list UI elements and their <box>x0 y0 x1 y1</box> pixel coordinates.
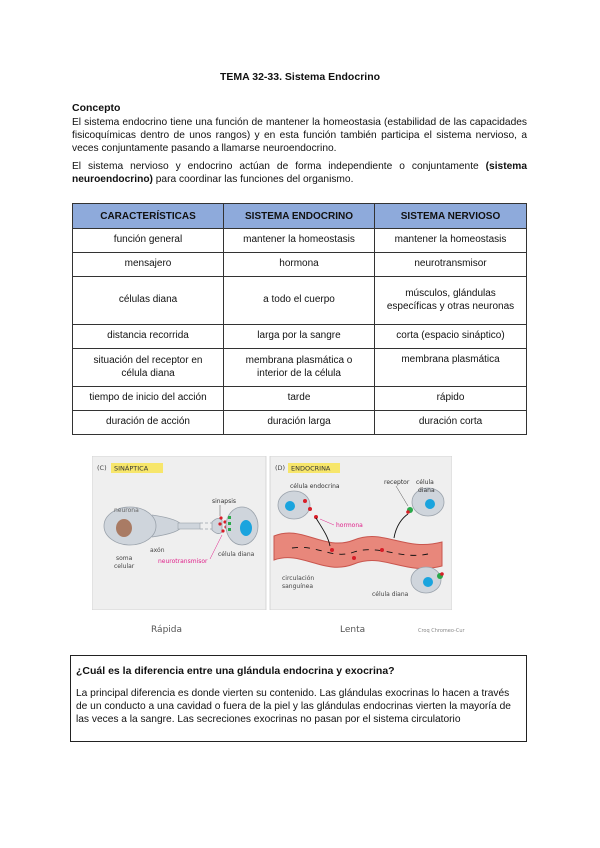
table-cell: duración corta <box>375 411 527 435</box>
table-row <box>73 325 527 349</box>
table-cell: células diana <box>73 277 224 325</box>
comparison-table <box>72 203 527 435</box>
label-celular: celular <box>114 563 135 570</box>
axon <box>178 523 200 529</box>
label-soma: soma <box>116 555 133 562</box>
neurotransmitter-dot <box>219 516 222 519</box>
synaptic-panel <box>92 456 266 610</box>
neurotransmitter-dot <box>218 522 221 525</box>
panel-label: ENDOCRINA <box>291 464 331 473</box>
table-cell: mantener la homeostasis <box>375 229 527 253</box>
hormone-dot <box>330 548 334 552</box>
neuron-nucleus <box>116 519 132 537</box>
label-celula: célula <box>416 479 434 486</box>
column-header: CARACTERÍSTICAS <box>73 204 224 229</box>
hormone-dot <box>380 548 384 552</box>
column-header: SISTEMA NERVIOSO <box>375 204 527 229</box>
label-axon: axón <box>150 547 165 554</box>
figure-credit: Croq Chromeo-Cur <box>418 628 465 634</box>
caption-lenta: Lenta <box>340 625 366 635</box>
label-receptor: receptor <box>384 479 410 486</box>
label-sanguinea: sanguínea <box>282 583 314 590</box>
table-cell: larga por la sangre <box>224 325 375 349</box>
table-cell: distancia recorrida <box>73 325 224 349</box>
table-row <box>73 229 527 253</box>
endocrine-panel <box>270 456 452 610</box>
hormone-dot <box>308 507 312 511</box>
question-answer: La principal diferencia es donde vierten su contenido. Las glándulas exocrinas lo hacen a través de un conducto a una cavidad o fuera de la piel y las glándulas endocrinas vierten la mayoría de las veces a la sangre. Las secreciones exocrinas no pasan por el sistema circulatorio <box>76 688 511 725</box>
table-cell: mensajero <box>73 253 224 277</box>
paragraph-2-text-b: para coordinar las funciones del organismo. <box>152 174 354 186</box>
panel-tag: (D) <box>275 464 286 472</box>
table-cell: membrana plasmática <box>375 349 527 387</box>
table-cell: neurotransmisor <box>375 253 527 277</box>
bound-hormone <box>440 572 444 576</box>
bound-hormone <box>406 510 410 514</box>
receptor <box>228 528 231 531</box>
paragraph-2-text-a: El sistema nervioso y endocrino actúan de forma independiente o conjuntamente <box>72 161 486 172</box>
table-cell: tarde <box>224 387 375 411</box>
page-title: TEMA 32-33. Sistema Endocrino <box>219 71 381 83</box>
table-cell: mantener la homeostasis <box>224 229 375 253</box>
table-cell: tiempo de inicio del acción <box>73 387 224 411</box>
label-diana: diana <box>418 487 435 494</box>
table-row <box>73 253 527 277</box>
table-cell: situación del receptor en célula diana <box>73 349 224 387</box>
receptor <box>228 522 231 525</box>
question-title: ¿Cuál es la diferencia entre una glándula endocrina y exocrina? <box>76 665 395 677</box>
table-cell: músculos, glándulas específicas y otras neuronas <box>375 277 527 325</box>
target-nucleus <box>240 520 252 536</box>
table-cell: duración larga <box>224 411 375 435</box>
table-row <box>73 349 527 387</box>
panel-label: SINÁPTICA <box>114 464 149 473</box>
target-nucleus <box>423 577 433 587</box>
label-hormona: hormona <box>336 522 363 529</box>
table-row <box>73 277 527 325</box>
table-row <box>73 411 527 435</box>
synaptic-terminal <box>212 518 222 533</box>
label-sinapsis: sinapsis <box>212 498 236 505</box>
question-box <box>70 655 527 742</box>
table-cell: función general <box>73 229 224 253</box>
label-neurotransmisor: neurotransmisor <box>158 558 208 565</box>
concept-paragraph-1: El sistema endocrino tiene una función de mantener la homeostasia (estabilidad de las capacidades fisicoquímicas dentro de unos rangos) y en esta función también participa el sistema nervioso, a veces conjuntamente pasando a llamarse neuroendocrino. <box>72 117 527 155</box>
table-row <box>73 387 527 411</box>
label-neurona: neurona <box>114 507 139 514</box>
caption-rapida: Rápida <box>151 625 183 635</box>
table-header-row <box>73 204 527 229</box>
table-cell: duración de acción <box>73 411 224 435</box>
table-cell: hormona <box>224 253 375 277</box>
panel-tag: (C) <box>97 464 107 472</box>
label-celula-endocrina: célula endocrina <box>290 483 340 490</box>
label-celula-diana: célula diana <box>372 591 409 598</box>
neurotransmitter-dot <box>221 529 224 532</box>
target-nucleus <box>425 499 435 509</box>
column-header: SISTEMA ENDOCRINO <box>224 204 375 229</box>
hormone-dot <box>303 499 307 503</box>
signaling-figure <box>92 456 452 610</box>
concept-paragraph-2 <box>72 160 527 186</box>
label-celula-diana: célula diana <box>218 551 255 558</box>
table-cell: a todo el cuerpo <box>224 277 375 325</box>
table-cell: membrana plasmática o interior de la célula <box>224 349 375 387</box>
table-cell: rápido <box>375 387 527 411</box>
hormone-dot <box>352 556 356 560</box>
section-heading-concepto: Concepto <box>72 102 121 114</box>
paragraph-2-bold: (sistema neuroendocrino) <box>72 161 527 186</box>
table-cell: corta (espacio sináptico) <box>375 325 527 349</box>
label-circulacion: circulación <box>282 575 315 582</box>
endocrine-nucleus <box>285 501 295 511</box>
receptor <box>228 516 231 519</box>
